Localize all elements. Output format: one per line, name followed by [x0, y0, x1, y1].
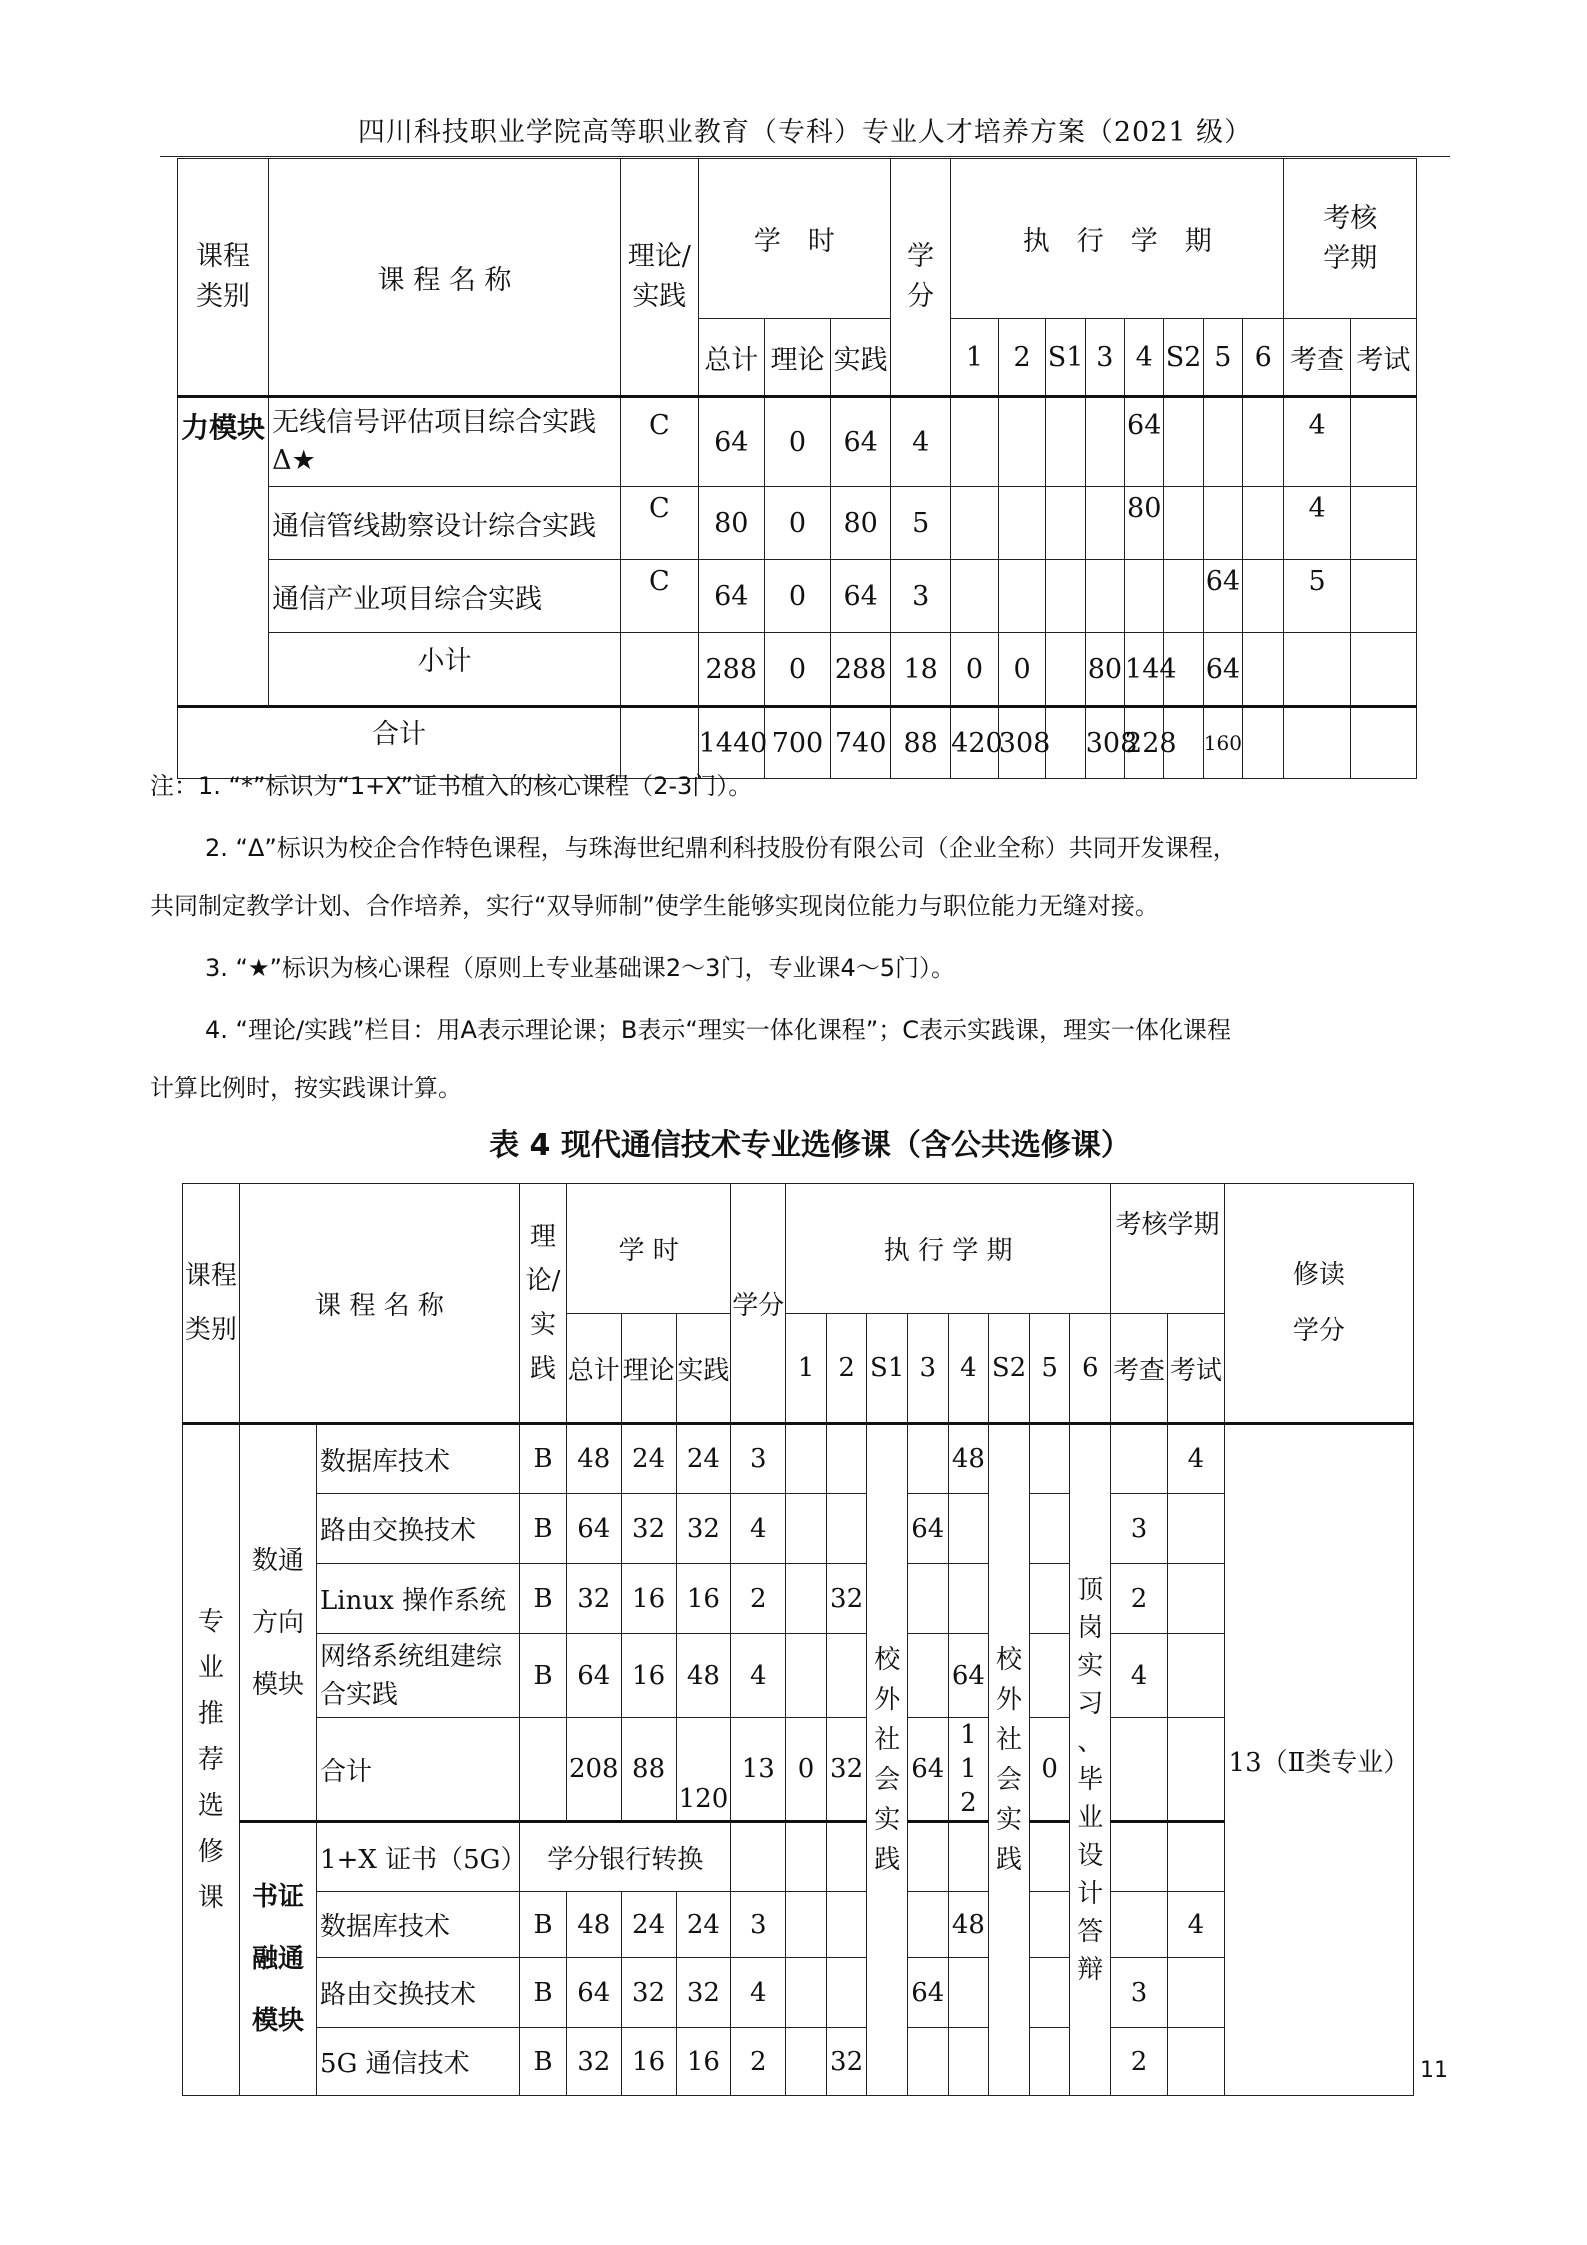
hours-header: 学 时 — [698, 159, 891, 319]
module-data-comm: 数通 方向 模块 — [239, 1424, 316, 1822]
sem-1: 1 — [786, 1314, 827, 1424]
sem-3: 3 — [1085, 319, 1124, 397]
module-sum-label: 合计 — [317, 1718, 520, 1822]
exam-header: 考核学期 — [1111, 1184, 1225, 1314]
test-term: 4 — [1167, 1892, 1224, 1958]
theory-header: 理论 — [764, 319, 830, 397]
sem4-hours — [948, 2028, 989, 2096]
course-name-header: 课 程 名 称 — [239, 1184, 519, 1424]
note-1: 注：1. “*”标识为“1+X”证书植入的核心课程（2-3门）。 — [150, 772, 753, 800]
sem2-hours: 32 — [826, 2028, 867, 2096]
sem4-hours: 80 — [1125, 487, 1164, 560]
theory: 24 — [621, 1892, 676, 1958]
type: C — [621, 487, 699, 560]
theory: 0 — [764, 487, 830, 560]
note-4-cont: 计算比例时，按实践课计算。 — [150, 1074, 462, 1102]
note-2: 2. “Δ”标识为校企合作特色课程，与珠海世纪鼎利科技股份有限公司（企业全称）共同开发课程， — [205, 834, 1237, 862]
theory: 32 — [621, 1958, 676, 2028]
sem-4: 4 — [948, 1314, 989, 1424]
check-term: 3 — [1111, 1958, 1168, 2028]
practice: 24 — [676, 1892, 731, 1958]
subtotal-credit: 18 — [891, 633, 951, 707]
subtotal-sem3: 80 — [1085, 633, 1124, 707]
sem4-hours: 64 — [1125, 397, 1164, 487]
sum-sem3: 64 — [908, 1718, 949, 1822]
sum-credit: 13 — [731, 1718, 786, 1822]
grand-sem5: 160 — [1203, 707, 1242, 779]
sum-total: 208 — [566, 1718, 621, 1822]
practice: 80 — [831, 487, 891, 560]
grand-sem2: 308 — [998, 707, 1046, 779]
note-2-cont: 共同制定教学计划、合作培养，实行“双导师制”使学生能够实现岗位能力与职位能力无缝对接。 — [150, 892, 1159, 920]
type-header: 理论/ 实践 — [621, 159, 699, 397]
check-term: 2 — [1111, 2028, 1168, 2096]
course-name: 无线信号评估项目综合实践 Δ★ — [269, 397, 621, 487]
total: 32 — [566, 1564, 621, 1634]
page-number: 11 — [1420, 2058, 1448, 2083]
total: 64 — [566, 1494, 621, 1564]
sum-sem5: 0 — [1029, 1718, 1070, 1822]
total-header: 总计 — [698, 319, 764, 397]
sem2-hours — [826, 1958, 867, 2028]
type: C — [621, 397, 699, 487]
category-cell: 专 业 推 荐 选 修 课 — [183, 1424, 240, 2096]
hours-header: 学 时 — [566, 1184, 730, 1314]
sem-1: 1 — [951, 319, 999, 397]
grand-theory: 700 — [764, 707, 830, 779]
check-term: 4 — [1111, 1634, 1168, 1718]
grand-total: 1440 — [698, 707, 764, 779]
type: B — [520, 1892, 567, 1958]
sem-s2: S2 — [989, 1314, 1030, 1424]
category-header: 课程 类别 — [183, 1184, 240, 1424]
sem5-hours — [1203, 397, 1242, 487]
theory: 0 — [764, 560, 830, 633]
sem-2: 2 — [826, 1314, 867, 1424]
practice: 16 — [676, 1564, 731, 1634]
sem-2: 2 — [998, 319, 1046, 397]
sem5-hours — [1029, 1494, 1070, 1564]
s2-social-practice: 校 外 社 会 实 践 — [989, 1424, 1030, 2096]
credit-bank-transfer: 学分银行转换 — [520, 1822, 731, 1892]
check-term: 4 — [1284, 487, 1350, 560]
total: 48 — [566, 1424, 621, 1494]
practice: 48 — [676, 1634, 731, 1718]
check-header: 考查 — [1284, 319, 1350, 397]
test-header: 考试 — [1167, 1314, 1224, 1424]
credit: 4 — [731, 1958, 786, 2028]
theory: 16 — [621, 1634, 676, 1718]
check-term — [1111, 1424, 1168, 1494]
sem4-hours — [948, 1564, 989, 1634]
sem4-hours: 48 — [948, 1424, 989, 1494]
practice: 32 — [676, 1494, 731, 1564]
practice: 32 — [676, 1958, 731, 2028]
course-name-header: 课 程 名 称 — [269, 159, 621, 397]
sum-sem1: 0 — [786, 1718, 827, 1822]
credit-header: 学分 — [731, 1184, 786, 1424]
page-header: 四川科技职业学院高等职业教育（专科）专业人才培养方案（2021 级） — [357, 117, 1253, 148]
check-term: 5 — [1284, 560, 1350, 633]
type: B — [520, 1424, 567, 1494]
grand-sem3: 308 — [1085, 707, 1124, 779]
sum-sem2: 32 — [826, 1718, 867, 1822]
check-term — [1111, 1892, 1168, 1958]
credit: 3 — [891, 560, 951, 633]
note-4: 4. “理论/实践”栏目：用A表示理论课；B表示“理实一体化课程”；C表示实践课，理实一体化课程 — [205, 1016, 1231, 1044]
sem-s2: S2 — [1164, 319, 1203, 397]
subtotal-sem5: 64 — [1203, 633, 1242, 707]
elective-credit-header: 修读 学分 — [1224, 1184, 1413, 1424]
course-name: 通信产业项目综合实践 — [269, 560, 621, 633]
credit: 2 — [731, 2028, 786, 2096]
sem4-hours — [1125, 560, 1164, 633]
total: 64 — [566, 1634, 621, 1718]
check-term: 2 — [1111, 1564, 1168, 1634]
sem3-hours: 64 — [908, 1494, 949, 1564]
sem5-hours — [1029, 1634, 1070, 1718]
course-name: 路由交换技术 — [317, 1958, 520, 2028]
category-header: 课程 类别 — [178, 159, 269, 397]
sem3-hours — [908, 1892, 949, 1958]
credit: 3 — [731, 1424, 786, 1494]
sem-4: 4 — [1125, 319, 1164, 397]
total: 64 — [698, 560, 764, 633]
sem-s1: S1 — [1046, 319, 1085, 397]
subtotal-theory: 0 — [764, 633, 830, 707]
sem3-hours — [908, 1424, 949, 1494]
type: B — [520, 1564, 567, 1634]
practice: 64 — [831, 560, 891, 633]
grand-credit: 88 — [891, 707, 951, 779]
course-name: 数据库技术 — [317, 1424, 520, 1494]
sem2-hours: 32 — [826, 1564, 867, 1634]
total: 80 — [698, 487, 764, 560]
sem1-hours — [786, 1494, 827, 1564]
course-name: 数据库技术 — [317, 1892, 520, 1958]
sem2-hours — [826, 1494, 867, 1564]
theory: 16 — [621, 2028, 676, 2096]
course-name: 通信管线勘察设计综合实践 — [269, 487, 621, 560]
sem-s1: S1 — [867, 1314, 908, 1424]
sum-practice: 120 — [676, 1718, 731, 1822]
grand-sem4: 228 — [1125, 707, 1164, 779]
subtotal-sem2: 0 — [998, 633, 1046, 707]
sem5-hours — [1029, 1564, 1070, 1634]
subtotal-sem4: 144 — [1125, 633, 1164, 707]
practice-header: 实践 — [676, 1314, 731, 1424]
sem2-hours — [826, 1892, 867, 1958]
sem3-hours — [908, 2028, 949, 2096]
practice: 64 — [831, 397, 891, 487]
sem-6: 6 — [1070, 1314, 1111, 1424]
test-header: 考试 — [1350, 319, 1416, 397]
credit: 4 — [731, 1494, 786, 1564]
test-term — [1167, 1958, 1224, 2028]
theory: 0 — [764, 397, 830, 487]
sem1-hours — [786, 1424, 827, 1494]
total: 48 — [566, 1892, 621, 1958]
sem2-hours — [826, 1634, 867, 1718]
notes-section — [150, 755, 1450, 1119]
sem5-hours — [1203, 487, 1242, 560]
subtotal-label: 小计 — [269, 633, 621, 707]
sum-theory: 88 — [621, 1718, 676, 1822]
sem3-hours — [908, 1634, 949, 1718]
type: B — [520, 1958, 567, 2028]
sem-5: 5 — [1203, 319, 1242, 397]
table-caption: 表 4 现代通信技术专业选修课（含公共选修课） — [489, 1128, 1131, 1163]
sem4-hours: 48 — [948, 1892, 989, 1958]
elective-credit: 13（Ⅱ类专业） — [1224, 1424, 1413, 2096]
grand-sem1: 420 — [951, 707, 999, 779]
exam-header: 考核 学期 — [1284, 159, 1417, 319]
sem3-hours — [908, 1564, 949, 1634]
semester-header: 执 行 学 期 — [951, 159, 1284, 319]
header-divider — [160, 156, 1450, 157]
credit: 4 — [731, 1634, 786, 1718]
credit: 5 — [891, 487, 951, 560]
sem4-hours — [948, 1958, 989, 2028]
credit-header: 学 分 — [891, 159, 951, 397]
type: B — [520, 2028, 567, 2096]
course-name: 5G 通信技术 — [317, 2028, 520, 2096]
type: B — [520, 1494, 567, 1564]
elective-table — [182, 1183, 1414, 2096]
test-term — [1167, 2028, 1224, 2096]
credit: 4 — [891, 397, 951, 487]
sem1-hours — [786, 1564, 827, 1634]
practice: 24 — [676, 1424, 731, 1494]
credit: 2 — [731, 1564, 786, 1634]
sem6-internship: 顶 岗 实 习 、 毕 业 设 计 答 辩 — [1070, 1424, 1111, 2096]
test-term: 4 — [1167, 1424, 1224, 1494]
cert-name: 1+X 证书（5G） — [317, 1822, 520, 1892]
course-name: 路由交换技术 — [317, 1494, 520, 1564]
total-header: 总计 — [566, 1314, 621, 1424]
sum-sem4: 112 — [948, 1718, 989, 1822]
note-3: 3. “★”标识为核心课程（原则上专业基础课2～3门，专业课4～5门）。 — [205, 954, 955, 982]
test-term — [1167, 1564, 1224, 1634]
grand-practice: 740 — [831, 707, 891, 779]
sem-5: 5 — [1029, 1314, 1070, 1424]
type: C — [621, 560, 699, 633]
credit: 3 — [731, 1892, 786, 1958]
check-term: 4 — [1284, 397, 1350, 487]
module-cert: 书证 融通 模块 — [239, 1822, 316, 2096]
subtotal-sem1: 0 — [951, 633, 999, 707]
semester-header: 执 行 学 期 — [786, 1184, 1111, 1314]
total: 64 — [566, 1958, 621, 2028]
sem1-hours — [786, 1634, 827, 1718]
course-name: Linux 操作系统 — [317, 1564, 520, 1634]
check-term: 3 — [1111, 1494, 1168, 1564]
total: 64 — [698, 397, 764, 487]
sem2-hours — [826, 1424, 867, 1494]
type-header: 理 论/ 实 践 — [520, 1184, 567, 1424]
sem-3: 3 — [908, 1314, 949, 1424]
sem5-hours: 64 — [1203, 560, 1242, 633]
theory: 16 — [621, 1564, 676, 1634]
subtotal-total: 288 — [698, 633, 764, 707]
sem-6: 6 — [1243, 319, 1284, 397]
total: 32 — [566, 2028, 621, 2096]
test-term — [1167, 1634, 1224, 1718]
test-term — [1167, 1494, 1224, 1564]
sem3-hours: 64 — [908, 1958, 949, 2028]
check-header: 考查 — [1111, 1314, 1168, 1424]
category-cell: 力模块 — [178, 397, 269, 707]
sem4-hours — [948, 1494, 989, 1564]
grand-total-label: 合计 — [178, 707, 621, 779]
practice: 16 — [676, 2028, 731, 2096]
theory-header: 理论 — [621, 1314, 676, 1424]
s1-social-practice: 校 外 社 会 实 践 — [867, 1424, 908, 2096]
theory: 32 — [621, 1494, 676, 1564]
course-name: 网络系统组建综合实践 — [317, 1634, 520, 1718]
subtotal-practice: 288 — [831, 633, 891, 707]
type: B — [520, 1634, 567, 1718]
sem4-hours: 64 — [948, 1634, 989, 1718]
course-table-continued — [177, 158, 1417, 779]
theory: 24 — [621, 1424, 676, 1494]
sem5-hours — [1029, 1424, 1070, 1494]
practice-header: 实践 — [831, 319, 891, 397]
